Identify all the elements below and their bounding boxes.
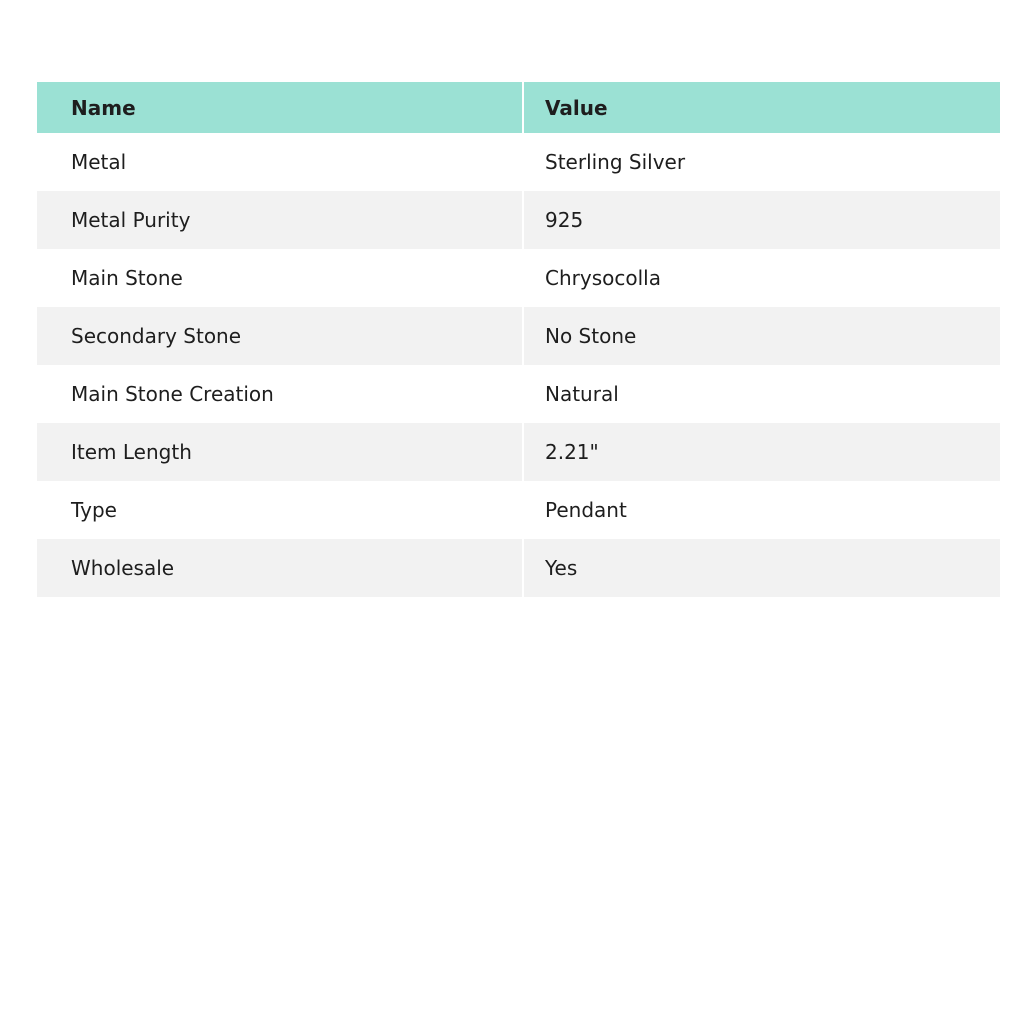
spec-name-cell [37, 365, 524, 423]
spec-name: Type [71, 498, 117, 522]
spec-name: Metal Purity [71, 208, 191, 232]
table-row [37, 249, 1000, 307]
spec-name: Main Stone Creation [71, 382, 274, 406]
table-row [37, 481, 1000, 539]
spec-value: 2.21" [545, 440, 599, 464]
spec-value: Sterling Silver [545, 150, 686, 174]
spec-value: Chrysocolla [545, 266, 661, 290]
spec-value: 925 [545, 208, 584, 232]
table-row [37, 191, 1000, 249]
column-header-name [37, 82, 524, 133]
spec-value-cell [524, 423, 1000, 481]
table-header-row [37, 82, 1000, 133]
spec-name-cell [37, 249, 524, 307]
spec-name: Wholesale [71, 556, 175, 580]
spec-name: Secondary Stone [71, 324, 242, 348]
column-header-value-label: Value [545, 95, 608, 120]
spec-value: Yes [545, 556, 578, 580]
spec-value-cell [524, 539, 1000, 597]
table-row [37, 365, 1000, 423]
table-row [37, 133, 1000, 191]
column-header-name-label: Name [71, 95, 136, 120]
column-header-value [524, 82, 1000, 133]
table-row [37, 423, 1000, 481]
spec-name: Metal [71, 150, 127, 174]
spec-value: Pendant [545, 498, 627, 522]
spec-value: No Stone [545, 324, 637, 348]
product-spec-table [37, 82, 1000, 597]
spec-value-cell [524, 481, 1000, 539]
spec-name-cell [37, 133, 524, 191]
spec-value-cell [524, 307, 1000, 365]
table-row [37, 539, 1000, 597]
spec-value: Natural [545, 382, 619, 406]
spec-value-cell [524, 249, 1000, 307]
spec-value-cell [524, 365, 1000, 423]
spec-name: Item Length [71, 440, 192, 464]
spec-name-cell [37, 423, 524, 481]
table-row [37, 307, 1000, 365]
spec-name-cell [37, 481, 524, 539]
spec-name-cell [37, 539, 524, 597]
spec-value-cell [524, 191, 1000, 249]
spec-value-cell [524, 133, 1000, 191]
spec-name-cell [37, 307, 524, 365]
spec-name: Main Stone [71, 266, 183, 290]
spec-name-cell [37, 191, 524, 249]
